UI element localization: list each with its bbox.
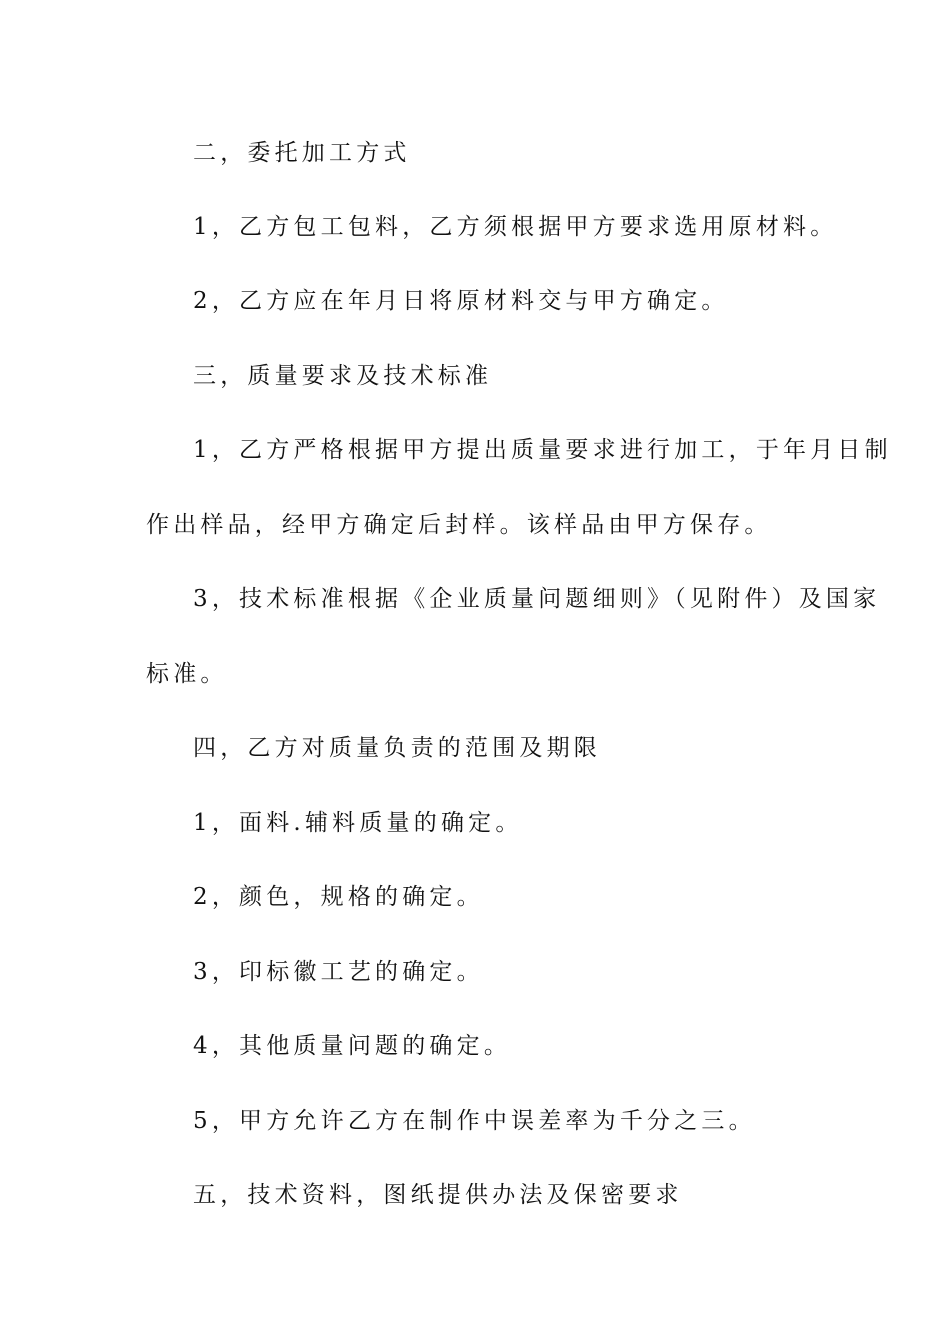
paragraph: 3，技术标准根据《企业质量问题细则》（见附件）及国家: [193, 586, 881, 612]
paragraph: 4，其他质量问题的确定。: [193, 1033, 512, 1059]
paragraph-continuation: 作出样品，经甲方确定后封样。该样品由甲方保存。: [146, 512, 772, 538]
section-heading-4: 四，乙方对质量负责的范围及期限: [193, 735, 601, 761]
section-heading-2: 二，委托加工方式: [193, 140, 411, 166]
paragraph: 2，颜色，规格的确定。: [193, 884, 484, 910]
section-heading-5: 五，技术资料，图纸提供办法及保密要求: [193, 1182, 683, 1208]
paragraph: 1，乙方包工包料，乙方须根据甲方要求选用原材料。: [193, 214, 838, 240]
paragraph: 1，面料.辅料质量的确定。: [193, 810, 523, 836]
section-heading-3: 三，质量要求及技术标准: [193, 363, 493, 389]
paragraph-continuation: 标准。: [146, 661, 228, 687]
paragraph: 2，乙方应在年月日将原材料交与甲方确定。: [193, 288, 729, 314]
paragraph: 3，印标徽工艺的确定。: [193, 959, 484, 985]
paragraph: 5，甲方允许乙方在制作中误差率为千分之三。: [193, 1108, 756, 1134]
paragraph: 1，乙方严格根据甲方提出质量要求进行加工，于年月日制: [193, 437, 892, 463]
